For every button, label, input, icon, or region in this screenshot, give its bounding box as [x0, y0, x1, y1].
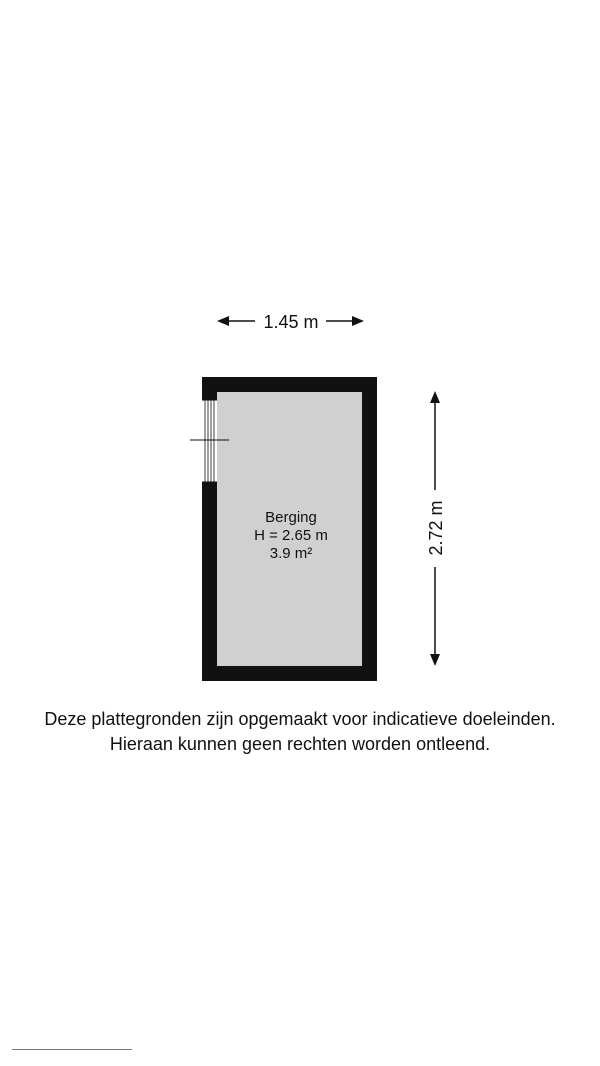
disclaimer-line-1: Deze plattegronden zijn opgemaakt voor indicatieve doeleinden.: [44, 709, 556, 729]
width-arrow-left-head: [217, 316, 229, 326]
window-opening: [202, 400, 217, 482]
height-dimension: [426, 391, 446, 666]
disclaimer-line-2: Hieraan kunnen geen rechten worden ontleend.: [109, 734, 491, 754]
height-label: 2.72 m: [426, 500, 446, 556]
width-dimension: [217, 312, 364, 332]
width-arrow-right-head: [352, 316, 364, 326]
room-area: 3.9 m²: [269, 545, 313, 562]
footer-fine-print-marks: [12, 1048, 132, 1052]
disclaimer: [0, 707, 600, 757]
room-name: Berging: [265, 509, 317, 526]
width-label: 1.45 m: [263, 312, 319, 332]
footer-fine-print: [12, 1048, 132, 1053]
room-ceiling-height: H = 2.65 m: [254, 527, 328, 544]
height-arrow-bottom-head: [430, 654, 440, 666]
